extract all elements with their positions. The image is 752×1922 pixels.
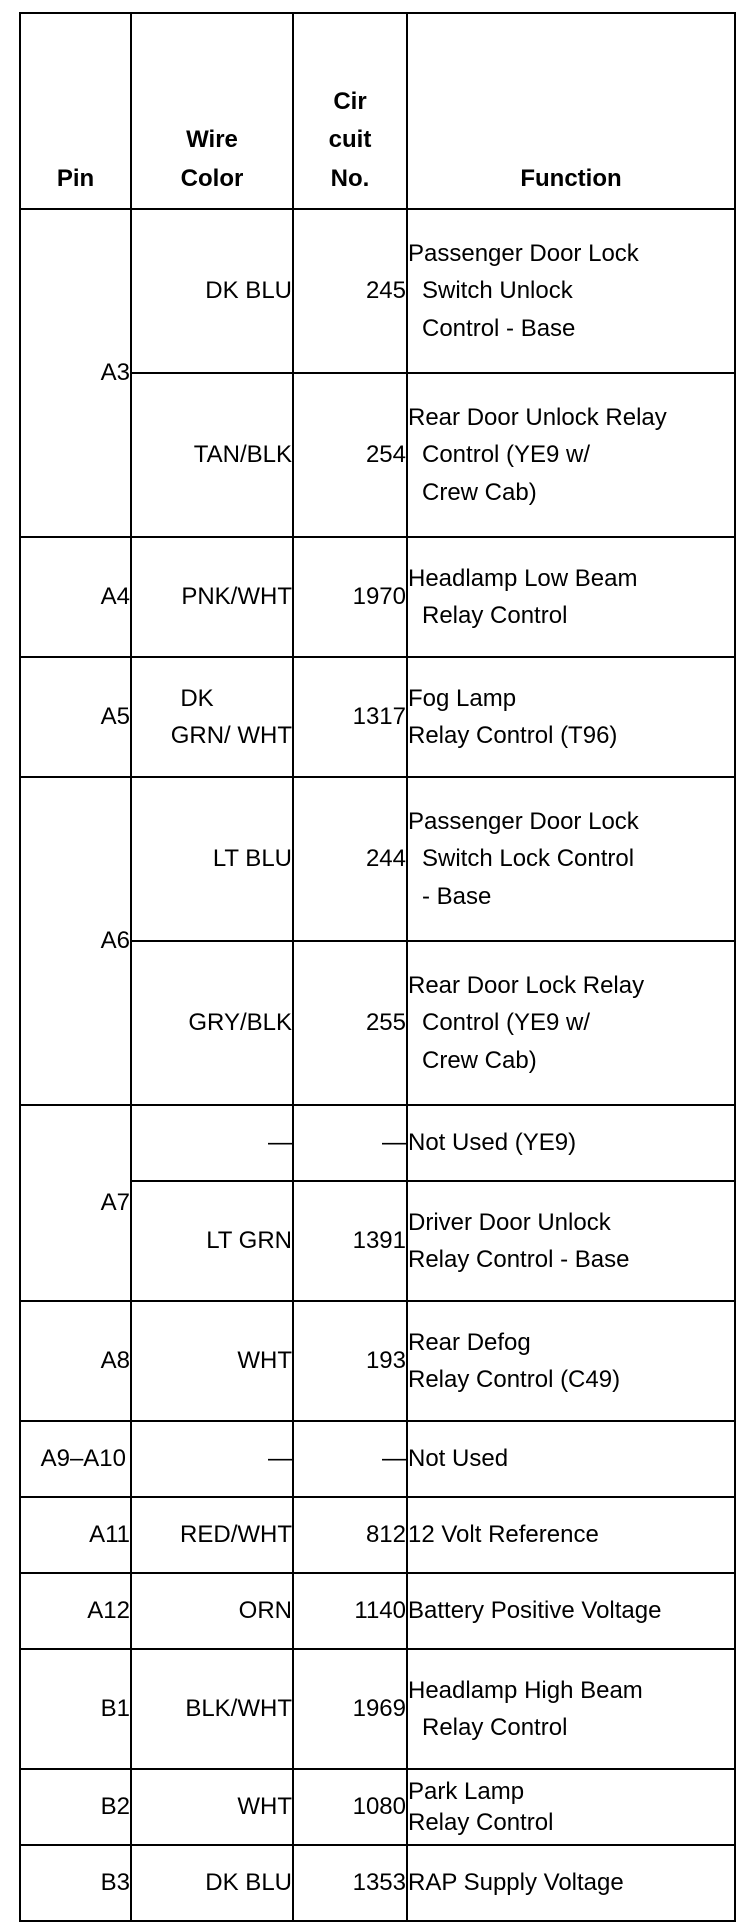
pin-cell: B1 <box>20 1649 131 1769</box>
wire-color-cell: WHT <box>131 1769 293 1845</box>
pin-cell: A11 <box>20 1497 131 1573</box>
circuit-cell: 254 <box>293 373 407 537</box>
function-cell: Driver Door Unlock Relay Control - Base <box>407 1181 735 1301</box>
function-cell: Not Used <box>407 1421 735 1497</box>
table-row <box>20 537 735 657</box>
table-row <box>20 209 735 373</box>
function-cell: Battery Positive Voltage <box>407 1573 735 1649</box>
function-cell: Fog Lamp Relay Control (T96) <box>407 657 735 777</box>
function-cell: Headlamp Low Beam Relay Control <box>407 537 735 657</box>
pin-cell: A3 <box>20 209 131 537</box>
circuit-cell: 1317 <box>293 657 407 777</box>
function-cell: Rear Door Unlock Relay Control (YE9 w/ Crew Cab) <box>407 373 735 537</box>
pin-cell: A12 <box>20 1573 131 1649</box>
circuit-cell: 812 <box>293 1497 407 1573</box>
table-row <box>20 1421 735 1497</box>
wire-color-cell: ORN <box>131 1573 293 1649</box>
wire-color-cell: WHT <box>131 1301 293 1421</box>
wire-color-cell: — <box>131 1105 293 1181</box>
circuit-cell: 1969 <box>293 1649 407 1769</box>
wire-color-cell: LT BLU <box>131 777 293 941</box>
wire-color-cell: DK GRN/ WHT <box>131 657 293 777</box>
wire-color-cell: BLK/WHT <box>131 1649 293 1769</box>
function-cell: Passenger Door Lock Switch Lock Control - Base <box>407 777 735 941</box>
function-cell: Rear Defog Relay Control (C49) <box>407 1301 735 1421</box>
pin-cell: A6 <box>20 777 131 1105</box>
function-cell: Not Used (YE9) <box>407 1105 735 1181</box>
circuit-cell: 255 <box>293 941 407 1105</box>
function-cell: Headlamp High Beam Relay Control <box>407 1649 735 1769</box>
pin-cell: A8 <box>20 1301 131 1421</box>
table-row <box>20 1105 735 1181</box>
header-function: Function <box>407 13 735 209</box>
circuit-cell: 1140 <box>293 1573 407 1649</box>
wire-color-cell: TAN/BLK <box>131 373 293 537</box>
pin-cell: A9–A10 <box>20 1421 131 1497</box>
table-row <box>20 777 735 941</box>
function-cell: RAP Supply Voltage <box>407 1845 735 1921</box>
pin-cell: B2 <box>20 1769 131 1845</box>
pin-cell: B3 <box>20 1845 131 1921</box>
wire-color-cell: DK BLU <box>131 209 293 373</box>
function-cell: Rear Door Lock Relay Control (YE9 w/ Crew Cab) <box>407 941 735 1105</box>
table-row <box>20 1649 735 1769</box>
header-row <box>20 13 735 209</box>
wire-color-cell: PNK/WHT <box>131 537 293 657</box>
circuit-cell: 1391 <box>293 1181 407 1301</box>
wire-color-cell: RED/WHT <box>131 1497 293 1573</box>
table-row <box>20 1573 735 1649</box>
wire-color-cell: DK BLU <box>131 1845 293 1921</box>
table-row <box>20 1845 735 1921</box>
function-cell: Park Lamp Relay Control <box>407 1769 735 1845</box>
pin-cell: A4 <box>20 537 131 657</box>
table-row <box>20 1301 735 1421</box>
circuit-cell: 1353 <box>293 1845 407 1921</box>
circuit-cell: 245 <box>293 209 407 373</box>
wire-color-cell: LT GRN <box>131 1181 293 1301</box>
table-row <box>20 1497 735 1573</box>
table-row <box>20 657 735 777</box>
circuit-cell: — <box>293 1421 407 1497</box>
pin-cell: A5 <box>20 657 131 777</box>
header-pin: Pin <box>20 13 131 209</box>
circuit-cell: 193 <box>293 1301 407 1421</box>
header-wire-color: Wire Color <box>131 13 293 209</box>
connector-pinout-table <box>19 12 736 1922</box>
function-cell: Passenger Door Lock Switch Unlock Control - Base <box>407 209 735 373</box>
table-row <box>20 1769 735 1845</box>
wire-color-cell: — <box>131 1421 293 1497</box>
function-cell: 12 Volt Reference <box>407 1497 735 1573</box>
wire-color-cell: GRY/BLK <box>131 941 293 1105</box>
circuit-cell: 1080 <box>293 1769 407 1845</box>
circuit-cell: — <box>293 1105 407 1181</box>
header-circuit-no: Cir cuit No. <box>293 13 407 209</box>
circuit-cell: 1970 <box>293 537 407 657</box>
pin-cell: A7 <box>20 1105 131 1301</box>
circuit-cell: 244 <box>293 777 407 941</box>
